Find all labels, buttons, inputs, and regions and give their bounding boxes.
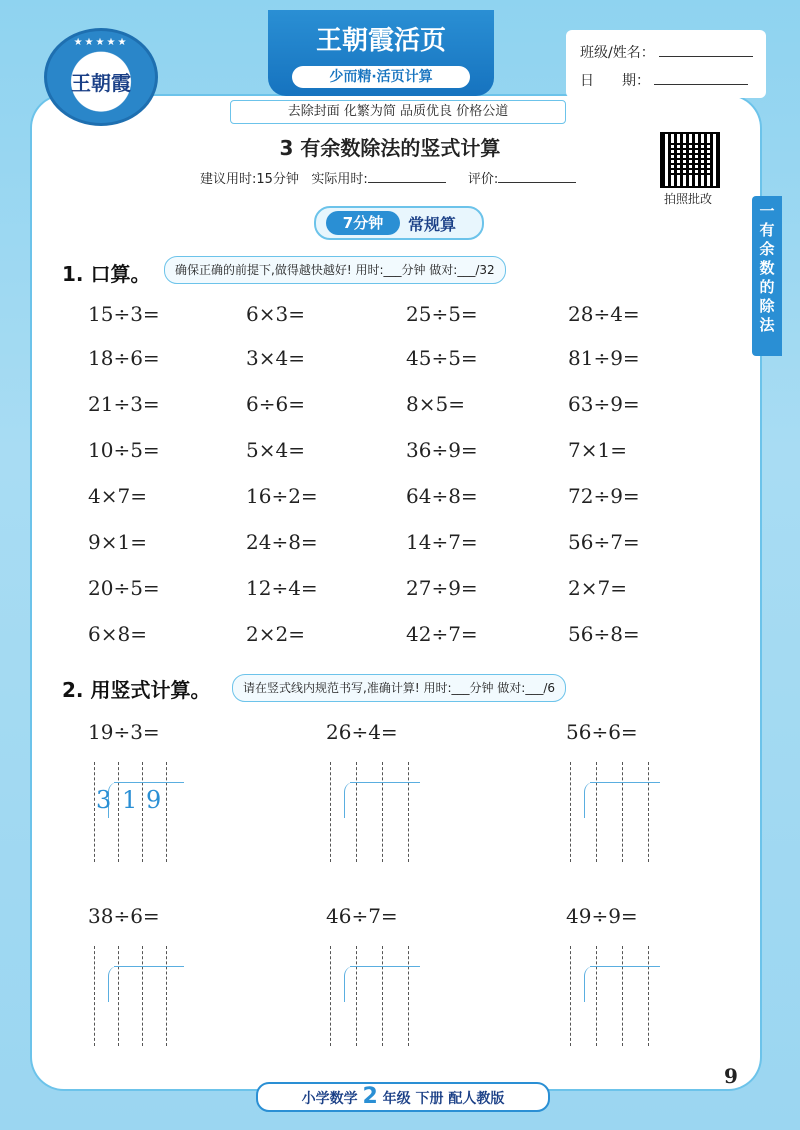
suggest-time: 建议用时:15分钟 — [200, 172, 299, 187]
section2-note: 请在竖式线内规范书写,准确计算! 用时:___分钟 做对:___/6 — [232, 674, 566, 702]
brand-logo — [44, 28, 158, 126]
evaluation-field[interactable] — [498, 170, 576, 183]
oral-problem: 6÷6= — [246, 392, 305, 416]
division-bracket — [584, 966, 595, 1002]
oral-problem: 5×4= — [246, 438, 305, 462]
class-name-field[interactable] — [659, 42, 753, 57]
oral-problem: 63÷9= — [568, 392, 640, 416]
division-bracket — [584, 782, 595, 818]
example-dividend-digit: 9 — [146, 786, 162, 814]
division-bracket — [344, 782, 355, 818]
section2-heading: 2. 用竖式计算。 — [62, 678, 211, 702]
date-label: 日 期： — [580, 73, 650, 89]
footer-grade-text: 年级 下册 配人教版 — [382, 1091, 505, 1107]
date-row — [580, 70, 748, 90]
side-tab-char: 法 — [759, 316, 775, 334]
oral-problem: 12÷4= — [246, 576, 318, 600]
work-area[interactable] — [330, 762, 420, 862]
oral-problem: 6×8= — [88, 622, 147, 646]
actual-time-label: 实际用时: — [311, 172, 368, 187]
oral-problem: 3×4= — [246, 346, 305, 370]
footer-badge — [256, 1082, 550, 1112]
division-bar — [114, 966, 184, 967]
class-name-label: 班级/姓名： — [580, 45, 655, 61]
oral-problem: 10÷5= — [88, 438, 160, 462]
lesson-title: 3 有余数除法的竖式计算 — [279, 136, 501, 160]
banner-subtitle: 少而精·活页计算 — [292, 66, 470, 88]
division-bar — [350, 966, 420, 967]
page-number: 9 — [724, 1064, 738, 1088]
work-area[interactable] — [94, 762, 184, 862]
vertical-problem: 49÷9= — [566, 904, 638, 928]
side-tab-char: 余 — [759, 240, 775, 258]
work-area[interactable] — [330, 946, 420, 1046]
oral-problem: 18÷6= — [88, 346, 160, 370]
division-bar — [350, 782, 420, 783]
timer-minutes: 7分钟 — [326, 211, 400, 235]
vertical-problem: 56÷6= — [566, 720, 638, 744]
chapter-side-tab — [752, 196, 782, 356]
work-area[interactable] — [570, 762, 660, 862]
qr-code-icon[interactable] — [660, 132, 720, 188]
oral-problem: 56÷7= — [568, 530, 640, 554]
side-tab-char: 的 — [759, 278, 775, 296]
division-bar — [590, 782, 660, 783]
side-tab-char: 有 — [759, 221, 775, 239]
oral-problem: 4×7= — [88, 484, 147, 508]
oral-problem: 9×1= — [88, 530, 147, 554]
oral-problem: 45÷5= — [406, 346, 478, 370]
vertical-problem: 19÷3= — [88, 720, 160, 744]
oral-problem: 36÷9= — [406, 438, 478, 462]
oral-problem: 20÷5= — [88, 576, 160, 600]
division-bracket — [108, 966, 119, 1002]
side-tab-char: 一 — [759, 202, 775, 220]
oral-problem: 25÷5= — [406, 302, 478, 326]
student-info-box — [566, 30, 766, 98]
vertical-problem: 26÷4= — [326, 720, 398, 744]
timer-tag — [314, 206, 484, 240]
oral-problem: 8×5= — [406, 392, 465, 416]
actual-time-field[interactable] — [368, 170, 446, 183]
title-banner — [268, 10, 494, 96]
lesson-meta — [200, 168, 620, 187]
slogan: 去除封面 化繁为简 品质优良 价格公道 — [230, 100, 566, 124]
oral-problem: 21÷3= — [88, 392, 160, 416]
qr-label: 拍照批改 — [663, 192, 712, 206]
side-tab-char: 除 — [759, 297, 775, 315]
oral-problem: 2×7= — [568, 576, 627, 600]
evaluation-label: 评价: — [467, 172, 499, 187]
side-tab-char: 数 — [759, 259, 775, 277]
class-name-row — [580, 42, 753, 62]
section1-heading: 1. 口算。 — [62, 262, 151, 286]
oral-problem: 14÷7= — [406, 530, 478, 554]
division-bar — [114, 782, 184, 783]
logo-name: 王朝霞 — [71, 71, 131, 95]
work-area[interactable] — [94, 946, 184, 1046]
oral-problem: 42÷7= — [406, 622, 478, 646]
example-dividend-digit: 1 — [122, 786, 138, 814]
work-area[interactable] — [570, 946, 660, 1046]
timer-label: 常规算 — [408, 215, 457, 234]
oral-problem: 24÷8= — [246, 530, 318, 554]
oral-problem: 56÷8= — [568, 622, 640, 646]
oral-problem: 81÷9= — [568, 346, 640, 370]
division-bar — [590, 966, 660, 967]
division-bracket — [344, 966, 355, 1002]
oral-problem: 2×2= — [246, 622, 305, 646]
oral-problem: 64÷8= — [406, 484, 478, 508]
oral-problem: 28÷4= — [568, 302, 640, 326]
section1-note: 确保正确的前提下,做得越快越好! 用时:___分钟 做对:___/32 — [164, 256, 506, 284]
oral-problem: 27÷9= — [406, 576, 478, 600]
oral-problem: 7×1= — [568, 438, 627, 462]
oral-problem: 15÷3= — [88, 302, 160, 326]
date-field[interactable] — [654, 70, 748, 85]
footer-grade-number: 2 — [362, 1084, 378, 1109]
vertical-problem: 46÷7= — [326, 904, 398, 928]
oral-problem: 16÷2= — [246, 484, 318, 508]
footer-subject: 小学数学 — [301, 1091, 358, 1107]
oral-problem: 6×3= — [246, 302, 305, 326]
oral-problem: 72÷9= — [568, 484, 640, 508]
vertical-problem: 38÷6= — [88, 904, 160, 928]
banner-title: 王朝霞活页 — [315, 26, 446, 56]
logo-stars: ★★★★★ — [73, 37, 129, 48]
example-divisor: 3 — [96, 786, 112, 814]
